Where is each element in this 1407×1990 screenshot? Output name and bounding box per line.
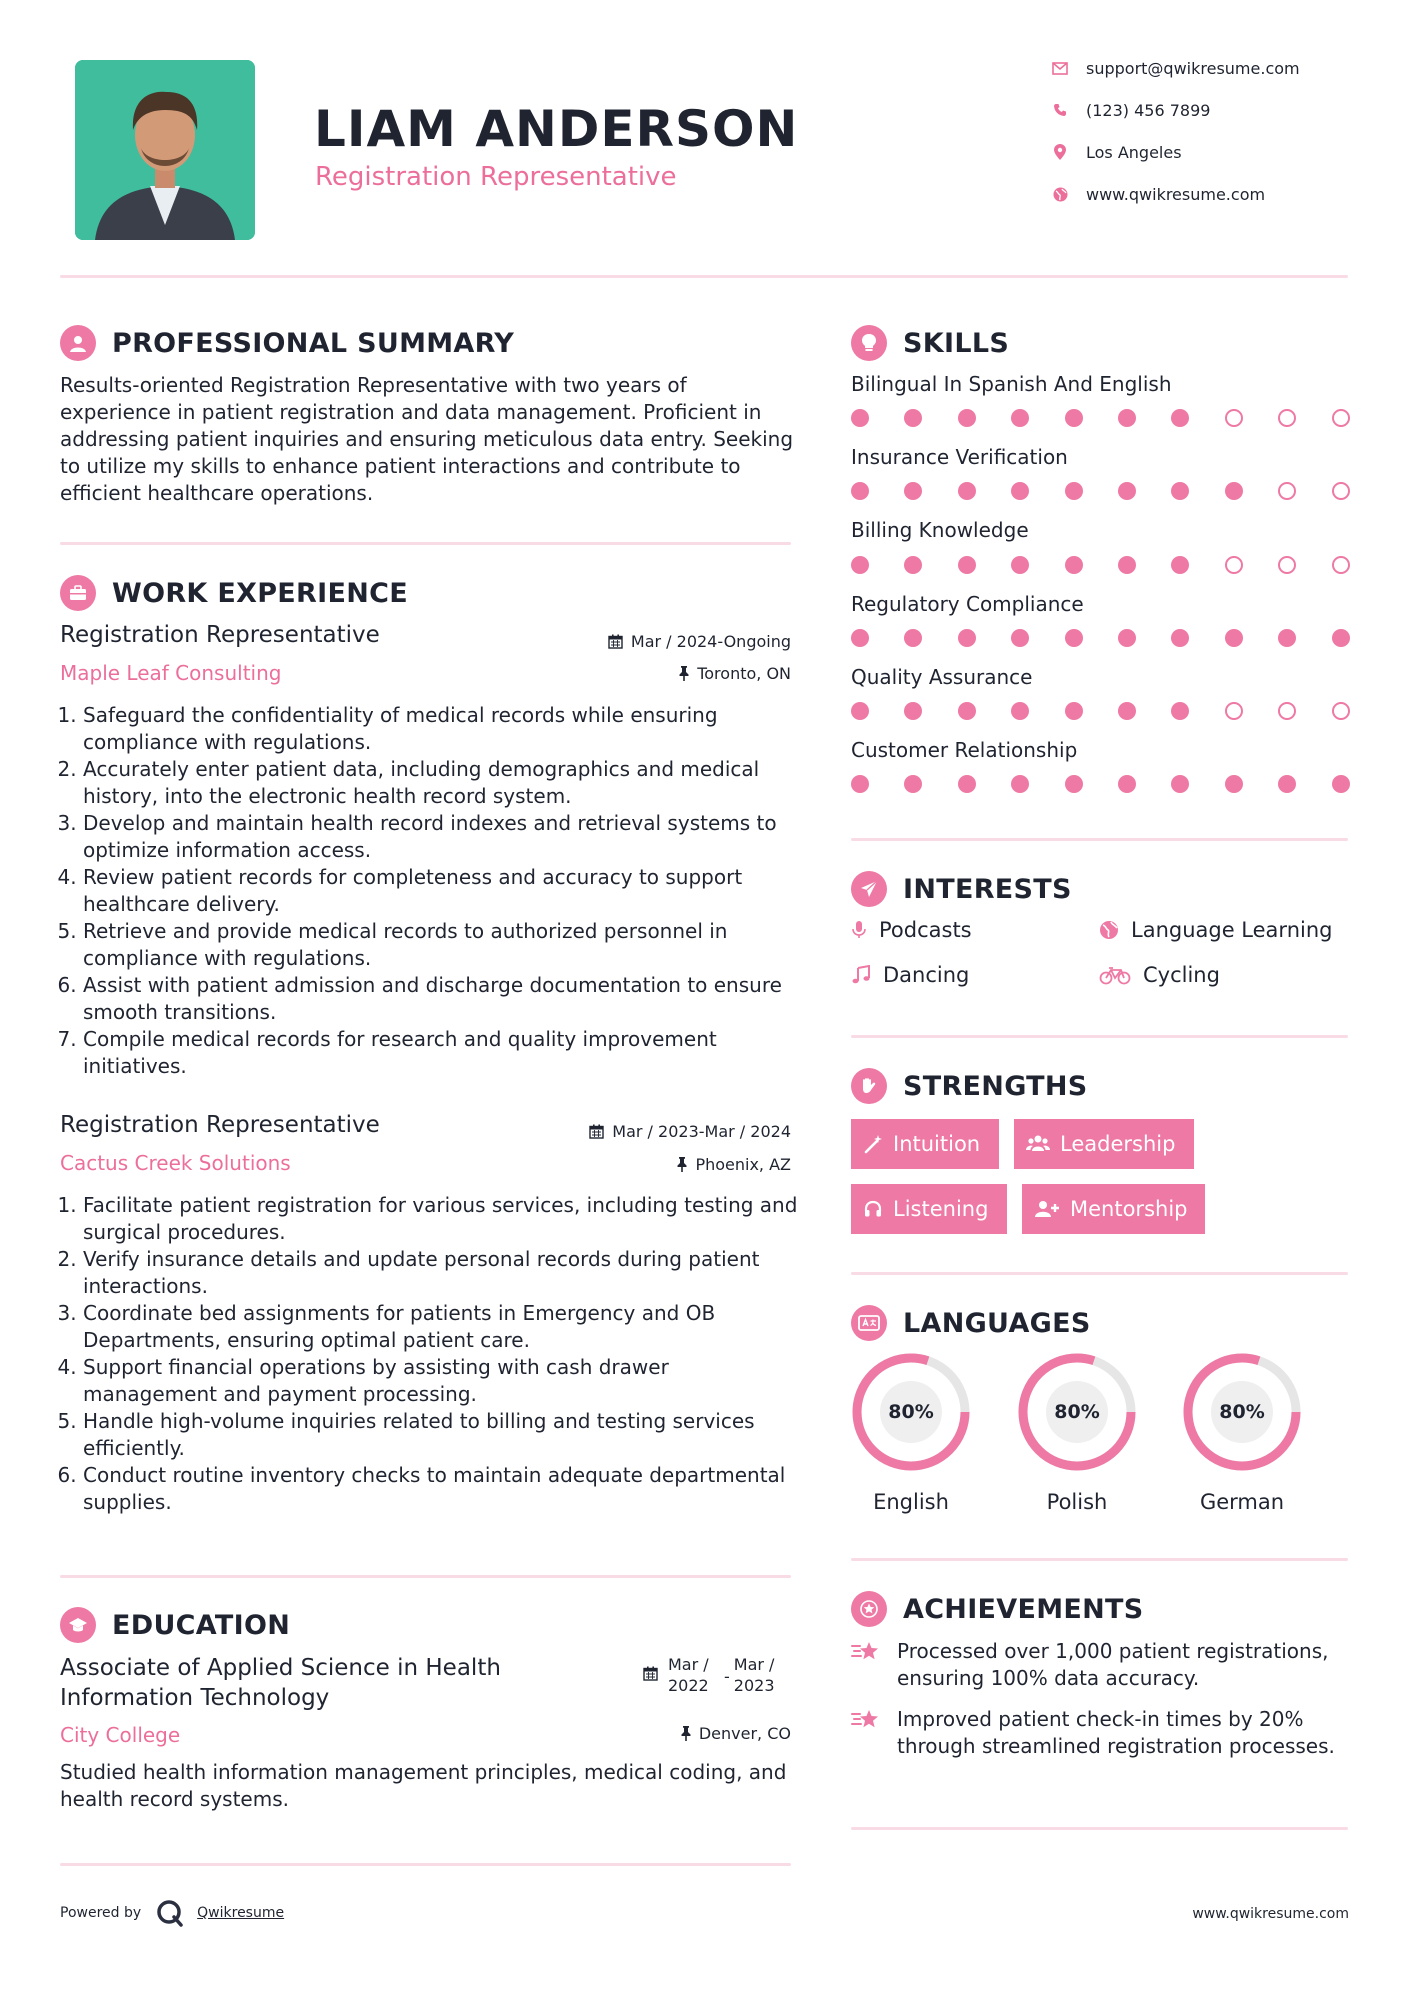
list-item: 3. Coordinate bed assignments for patients in Emergency and OB Departments, ensuring optimal patient care.: [83, 1300, 800, 1354]
strength-label: Listening: [893, 1197, 989, 1221]
skill-dot-filled: [904, 775, 922, 793]
job-date-text: Mar / 2023-Mar / 2024: [612, 1122, 791, 1141]
contact-email[interactable]: [1050, 58, 1300, 78]
skill-rating: [851, 702, 1385, 720]
skill-dot-empty: [1225, 556, 1243, 574]
contact-email-text: support@qwikresume.com: [1086, 58, 1300, 78]
list-item: 5. Retrieve and provide medical records to authorized personnel in compliance with regulations.: [83, 918, 800, 972]
person-photo-icon: [75, 60, 255, 240]
job-location-text: Phoenix, AZ: [695, 1155, 791, 1174]
list-item: 7. Compile medical records for research and quality improvement initiatives.: [83, 1026, 800, 1080]
briefcase-icon: [60, 575, 96, 611]
skill-dot-empty: [1332, 556, 1350, 574]
skill-dot-filled: [1011, 702, 1029, 720]
graduation-icon: [60, 1607, 96, 1643]
map-pin-icon: [1050, 142, 1070, 162]
strengths-divider: [851, 1272, 1348, 1275]
language-item: [1015, 1350, 1139, 1514]
skill-dot-filled: [1065, 556, 1083, 574]
interest-label: Dancing: [883, 963, 970, 987]
user-icon: [60, 325, 96, 361]
skills-heading: [851, 325, 1009, 361]
skill-name: Quality Assurance: [851, 665, 1033, 689]
microphone-icon: [851, 920, 867, 940]
calendar-icon: [608, 634, 623, 649]
school-name: City College: [60, 1723, 181, 1747]
language-name: English: [873, 1490, 949, 1514]
skill-dot-filled: [851, 775, 869, 793]
interest-item: [1099, 963, 1220, 987]
skill-dot-filled: [1225, 629, 1243, 647]
strength-badge-listening: [851, 1184, 1007, 1234]
shooting-star-icon: [851, 1640, 881, 1664]
list-item: 3. Develop and maintain health record indexes and retrieval systems to optimize information access.: [83, 810, 800, 864]
strength-badge-leadership: [1014, 1119, 1194, 1169]
skill-dot-filled: [851, 482, 869, 500]
education-date: [643, 1654, 784, 1696]
language-name: Polish: [1046, 1490, 1108, 1514]
profile-photo: [75, 60, 255, 240]
degree-title: Associate of Applied Science in Health Information Technology: [60, 1655, 501, 1711]
skill-dot-filled: [958, 702, 976, 720]
user-plus-icon: [1034, 1199, 1060, 1219]
skill-dot-filled: [958, 556, 976, 574]
skill-dot-filled: [904, 482, 922, 500]
header-divider: [60, 275, 1348, 278]
language-percent: 80%: [1046, 1381, 1108, 1443]
skill-dot-filled: [1011, 629, 1029, 647]
summary-heading: [60, 325, 514, 361]
strength-label: Leadership: [1060, 1132, 1176, 1156]
skill-dot-filled: [1011, 775, 1029, 793]
skill-dot-filled: [904, 556, 922, 574]
skill-dot-empty: [1225, 702, 1243, 720]
achievement-text: Improved patient check-in times by 20% through streamlined registration processes.: [897, 1707, 1335, 1758]
interest-item: [851, 918, 972, 942]
achievements-divider: [851, 1827, 1348, 1830]
skill-dot-filled: [1065, 409, 1083, 427]
skill-dot-filled: [1332, 775, 1350, 793]
skill-dot-filled: [958, 482, 976, 500]
language-icon: [851, 1305, 887, 1341]
achievement-item: [851, 1638, 1351, 1692]
footer-powered-by: [60, 1898, 284, 1928]
globe-icon: [1099, 920, 1119, 940]
skill-name: Insurance Verification: [851, 445, 1068, 469]
skill-rating: [851, 409, 1385, 427]
bicycle-icon: [1099, 965, 1131, 985]
job-title: Registration Representative: [60, 622, 380, 648]
list-item: 1. Facilitate patient registration for various services, including testing and surgical procedures.: [83, 1192, 800, 1246]
strength-label: Mentorship: [1070, 1197, 1188, 1221]
skill-dot-filled: [851, 629, 869, 647]
skill-dot-filled: [904, 409, 922, 427]
skill-dot-filled: [1278, 629, 1296, 647]
paper-plane-icon: [851, 871, 887, 907]
job-responsibilities: [60, 702, 800, 1080]
achievements-heading: [851, 1591, 1144, 1627]
contact-website-text: www.qwikresume.com: [1086, 184, 1266, 204]
star-badge-icon: [851, 1591, 887, 1627]
interest-label: Language Learning: [1131, 918, 1333, 942]
education-description: Studied health information management principles, medical coding, and health record systems.: [60, 1760, 787, 1811]
skill-dot-filled: [958, 409, 976, 427]
shooting-star-icon: [851, 1708, 881, 1732]
magic-wand-icon: [863, 1134, 883, 1154]
skill-dot-filled: [1065, 775, 1083, 793]
summary-title: PROFESSIONAL SUMMARY: [112, 327, 515, 359]
job-title: Registration Representative: [60, 1112, 380, 1138]
strength-badge-mentorship: [1022, 1184, 1205, 1234]
education-location-text: Denver, CO: [698, 1724, 791, 1743]
education-divider: [60, 1863, 791, 1866]
work-heading: [60, 575, 408, 611]
list-item: 6. Assist with patient admission and discharge documentation to ensure smooth transitions.: [83, 972, 800, 1026]
skill-dot-empty: [1332, 482, 1350, 500]
list-item: 6. Conduct routine inventory checks to maintain adequate departmental supplies.: [83, 1462, 800, 1516]
skill-dot-filled: [1171, 775, 1189, 793]
skill-dot-empty: [1332, 702, 1350, 720]
job-location: [677, 1155, 791, 1174]
languages-heading: [851, 1305, 1091, 1341]
skill-dot-filled: [1065, 702, 1083, 720]
envelope-icon: [1050, 58, 1070, 78]
skill-dot-empty: [1332, 409, 1350, 427]
summary-divider: [60, 542, 791, 545]
skills-divider: [851, 838, 1348, 841]
education-heading: [60, 1607, 290, 1643]
fist-icon: [851, 1068, 887, 1104]
skill-dot-filled: [1171, 556, 1189, 574]
pushpin-icon: [681, 1726, 691, 1741]
contact-location-text: Los Angeles: [1086, 142, 1182, 162]
skill-rating: [851, 556, 1385, 574]
job-location: [679, 664, 791, 683]
job-date-text: Mar / 2024-Ongoing: [630, 632, 791, 651]
list-item: 1. Safeguard the confidentiality of medical records while ensuring compliance with regulations.: [83, 702, 800, 756]
summary-text: Results-oriented Registration Representative with two years of experience in patient registration and data management. Proficient in addressing patient inquiries and ensuring meticulous data entry. Seeking to utilize my skills to enhance patient interactions and contribute to efficient healthcare operations.: [60, 373, 794, 505]
skill-dot-filled: [1332, 629, 1350, 647]
education-date-separator: -: [724, 1667, 730, 1686]
skill-name: Billing Knowledge: [851, 518, 1029, 542]
skill-rating: [851, 629, 1385, 647]
interests-title: INTERESTS: [903, 873, 1072, 905]
achievement-text: Processed over 1,000 patient registrations, ensuring 100% data accuracy.: [897, 1639, 1329, 1690]
users-icon: [1026, 1134, 1050, 1154]
globe-icon: [1050, 184, 1070, 204]
qwikresume-link[interactable]: Qwikresume: [197, 1905, 285, 1921]
language-item: [1180, 1350, 1304, 1514]
skill-dot-filled: [1171, 702, 1189, 720]
list-item: 2. Accurately enter patient data, including demographics and medical history, into the electronic health record system.: [83, 756, 800, 810]
skill-dot-filled: [1118, 629, 1136, 647]
job-date: [608, 632, 791, 651]
interest-item: [1099, 918, 1332, 942]
work-title: WORK EXPERIENCE: [112, 577, 408, 609]
language-percent: 80%: [1211, 1381, 1273, 1443]
interests-heading: [851, 871, 1072, 907]
list-item: 4. Support financial operations by assisting with cash drawer management and payment processing.: [83, 1354, 800, 1408]
calendar-icon: [589, 1124, 604, 1139]
language-item: [849, 1350, 973, 1514]
job-company: Cactus Creek Solutions: [60, 1151, 291, 1175]
skill-name: Customer Relationship: [851, 738, 1078, 762]
languages-title: LANGUAGES: [903, 1307, 1091, 1339]
music-note-icon: [851, 965, 871, 985]
candidate-role: Registration Representative: [315, 162, 677, 192]
skill-dot-filled: [1118, 409, 1136, 427]
skill-dot-filled: [1065, 482, 1083, 500]
achievements-title: ACHIEVEMENTS: [903, 1593, 1144, 1625]
skill-dot-filled: [1118, 556, 1136, 574]
skill-dot-empty: [1278, 702, 1296, 720]
contact-phone[interactable]: [1050, 100, 1210, 120]
pushpin-icon: [677, 1157, 687, 1172]
interests-divider: [851, 1035, 1348, 1038]
education-date-start: Mar / 2022: [668, 1655, 709, 1695]
skill-dot-filled: [904, 629, 922, 647]
education-location: [681, 1724, 791, 1743]
languages-divider: [851, 1558, 1348, 1561]
skill-name: Regulatory Compliance: [851, 592, 1084, 616]
skill-dot-filled: [1118, 482, 1136, 500]
skill-dot-filled: [851, 702, 869, 720]
skill-dot-empty: [1278, 482, 1296, 500]
skill-dot-filled: [958, 775, 976, 793]
powered-by-label: Powered by: [60, 1905, 142, 1921]
skill-rating: [851, 482, 1385, 500]
job-date: [589, 1122, 791, 1141]
job-responsibilities: [60, 1192, 800, 1516]
list-item: 4. Review patient records for completeness and accuracy to support healthcare delivery.: [83, 864, 800, 918]
language-percent: 80%: [880, 1381, 942, 1443]
contact-location: [1050, 142, 1182, 162]
work-divider: [60, 1575, 791, 1578]
skill-dot-empty: [1278, 556, 1296, 574]
headphones-icon: [863, 1199, 883, 1219]
skill-dot-filled: [1011, 409, 1029, 427]
skill-dot-filled: [1225, 775, 1243, 793]
contact-website[interactable]: [1050, 184, 1265, 204]
skill-dot-filled: [958, 629, 976, 647]
candidate-name: LIAM ANDERSON: [314, 100, 799, 158]
skill-dot-filled: [1065, 629, 1083, 647]
calendar-icon: [643, 1666, 658, 1681]
skill-name: Bilingual In Spanish And English: [851, 372, 1172, 396]
qwikresume-logo-icon: [155, 1898, 185, 1928]
lightbulb-icon: [851, 325, 887, 361]
interest-label: Podcasts: [879, 918, 972, 942]
contact-phone-text: (123) 456 7899: [1086, 100, 1211, 120]
education-date-end: Mar / 2023: [733, 1655, 775, 1695]
skill-dot-filled: [1278, 775, 1296, 793]
skill-dot-filled: [851, 556, 869, 574]
education-title: EDUCATION: [112, 1609, 291, 1641]
language-name: German: [1199, 1490, 1285, 1514]
skill-dot-filled: [1011, 556, 1029, 574]
skill-dot-filled: [1011, 482, 1029, 500]
skill-dot-filled: [1118, 702, 1136, 720]
list-item: 5. Handle high-volume inquiries related to billing and testing services efficiently.: [83, 1408, 800, 1462]
strengths-heading: [851, 1068, 1088, 1104]
job-company: Maple Leaf Consulting: [60, 661, 282, 685]
achievement-item: [851, 1706, 1351, 1760]
pushpin-icon: [679, 666, 689, 681]
skill-dot-filled: [1225, 482, 1243, 500]
skill-dot-filled: [1171, 482, 1189, 500]
strength-badge-intuition: [851, 1119, 999, 1169]
skills-title: SKILLS: [903, 327, 1010, 359]
skill-dot-filled: [1171, 409, 1189, 427]
interest-label: Cycling: [1143, 963, 1220, 987]
skill-rating: [851, 775, 1385, 793]
footer-website[interactable]: www.qwikresume.com: [1192, 1906, 1349, 1922]
interest-item: [851, 963, 969, 987]
skill-dot-filled: [1118, 775, 1136, 793]
list-item: 2. Verify insurance details and update personal records during patient interactions.: [83, 1246, 800, 1300]
skill-dot-empty: [1278, 409, 1296, 427]
strengths-title: STRENGTHS: [903, 1070, 1088, 1102]
phone-icon: [1050, 100, 1070, 120]
skill-dot-filled: [1171, 629, 1189, 647]
strength-label: Intuition: [893, 1132, 981, 1156]
skill-dot-empty: [1225, 409, 1243, 427]
job-location-text: Toronto, ON: [697, 664, 791, 683]
skill-dot-filled: [904, 702, 922, 720]
skill-dot-filled: [851, 409, 869, 427]
